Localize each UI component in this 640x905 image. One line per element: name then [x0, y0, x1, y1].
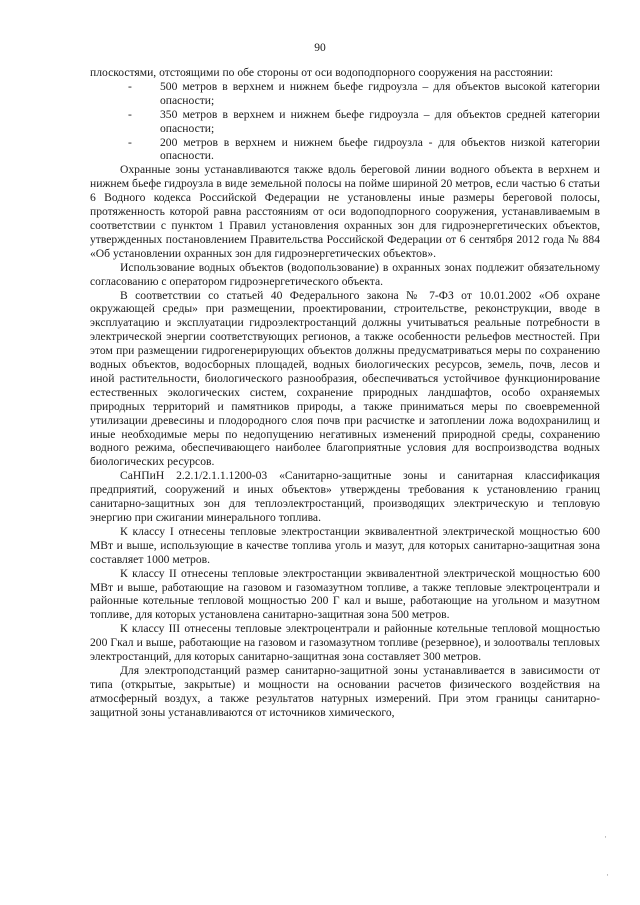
intro-paragraph: плоскостями, отстоящими по обе стороны от оси водоподпорного сооружения на расстоянии:: [90, 66, 554, 79]
paragraph-class-2: К классу II отнесены тепловые электростанции эквивалентной электрической мощностью 600 МВт и выше, работающие на газовом и газомазутном топливе, а также тепловые электроцентрали и районные котельные тепловой мощностью 200 Г кал и выше, работающие на угольном и мазутном топливе, для которых установлена санитарно-защитная зона 500 метров.: [90, 566, 600, 622]
bullet-dash: -: [128, 135, 132, 149]
bullet-text: 350 метров в верхнем и нижнем бьефе гидроузла – для объектов средней категории опасности;: [160, 107, 600, 135]
bullet-item: [90, 136, 600, 164]
paragraph-water-use: Использование водных объектов (водопользование) в охранных зонах подлежит обязательному согласованию с оператором гидроэнергетического объекта.: [90, 260, 600, 288]
paragraph-class-1: К классу I отнесены тепловые электростанции эквивалентной электрической мощностью 600 МВт и выше, использующие в качестве топлива уголь и мазут, для которых санитарно-защитная зона составляет 1000 метров.: [90, 524, 600, 566]
bullet-item: [90, 108, 600, 136]
margin-mark: ·: [604, 832, 607, 842]
bullet-dash: -: [128, 107, 132, 121]
page-number: 90: [314, 42, 326, 54]
paragraph-substations: Для электроподстанций размер санитарно-защитной зоны устанавливается в зависимости от типа (открытые, закрытые) и мощности на основании расчетов физического воздействия на атмосферный воздух, а также результатов натурных измерений. При этом границы санитарно-защитной зоны устанавливаются от источников химического,: [90, 663, 600, 719]
document-body: [90, 66, 600, 720]
paragraph-class-3: К классу III отнесены тепловые электроцентрали и районные котельные тепловой мощностью 200 Гкал и выше, работающие на газовом и газомазутном топливе (резервное), и золоотвалы тепловых электростанций, для которых санитарно-защитная зона составляет 300 метров.: [90, 622, 600, 664]
bullet-item: [90, 80, 600, 108]
bullet-text: 200 метров в верхнем и нижнем бьефе гидроузла - для объектов низкой категории опасности.: [160, 135, 600, 163]
bullet-text: 500 метров в верхнем и нижнем бьефе гидроузла – для объектов высокой категории опасности;: [160, 79, 600, 107]
bullet-dash: -: [128, 79, 132, 93]
margin-mark: ·: [606, 870, 609, 880]
paragraph-protection-zones: Охранные зоны устанавливаются также вдоль береговой линии водного объекта в верхнем и нижнем бьефе гидроузла в виде земельной полосы на пойме шириной 20 метров, если частью 6 статьи 6 Водного кодекса Российской Федерации не установлены иные размеры береговой полосы, протяженность которой равна расстояниям от оси водоподпорного сооружения, устанавливаемым в соответствии с пунктом 1 Правил установления охранных зон для гидроэнергетических объектов, утвержденных постановлением Правительства Российской Федерации от 6 сентября 2012 года № 884 «Об установлении охранных зон для гидроэнергетических объектов».: [90, 163, 600, 260]
bullet-list: [90, 80, 600, 163]
paragraph-sanpin: СаНПиН 2.2.1/2.1.1.1200-03 «Санитарно-защитные зоны и санитарная классификация предприятий, сооружений и иных объектов» утверждены требования к установлению границ санитарно-защитных зон для теплоэлектростанций, производящих электрическую и тепловую энергию при сжигании минерального топлива.: [90, 469, 600, 524]
paragraph-federal-law: В соответствии со статьей 40 Федерального закона № 7-ФЗ от 10.01.2002 «Об охране окружающей среды» при размещении, проектировании, строительстве, реконструкции, вводе в эксплуатацию и эксплуатации гидроэлектростанций должны учитываться реальные потребности в электрической энергии соответствующих регионов, а также особенности рельефов местностей. При этом при размещении гидрогенерирующих объектов должны предусматриваться меры по сохранению водных объектов, водосборных площадей, водных биологических ресурсов, земель, почв, лесов и иной растительности, биологического разнообразия, обеспечиваться устойчивое функционирование естественных экологических систем, сохранение природных ландшафтов, особо охраняемых природных территорий и памятников природы, а также приниматься меры по своевременной утилизации древесины и плодородного слоя почв при расчистке и затоплении ложа водохранилищ и иные необходимые меры по недопущению негативных изменений природной среды, сохранению водного режима, обеспечивающего наиболее благоприятные условия для воспроизводства водных биологических ресурсов.: [90, 288, 600, 469]
